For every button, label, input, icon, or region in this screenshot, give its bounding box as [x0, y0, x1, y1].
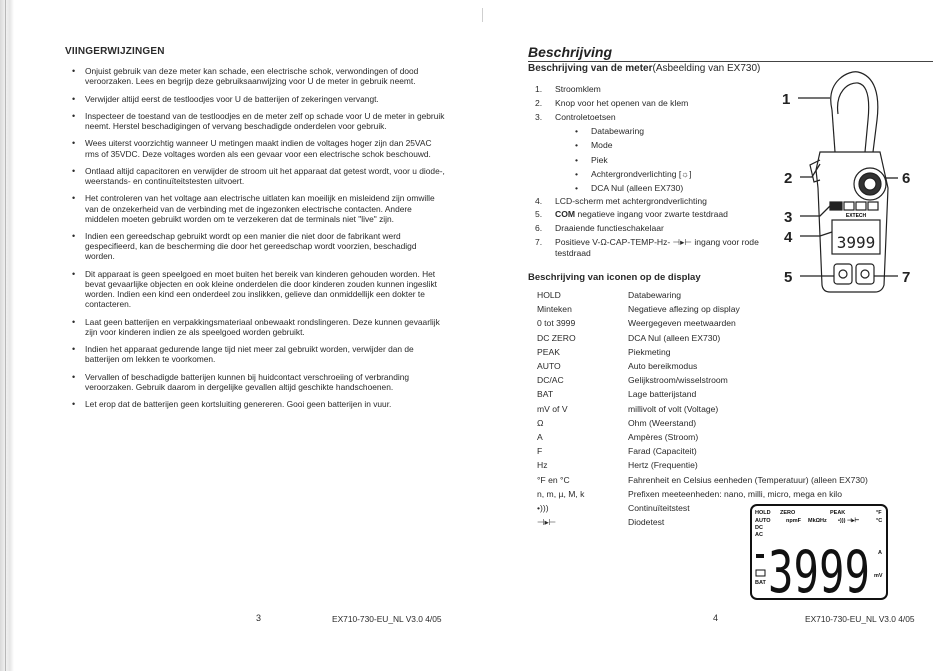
callout-1: 1 [782, 91, 791, 108]
icon-description: millivolt of volt (Voltage) [628, 403, 719, 414]
control-key-item: • Achtergrondverlichting [☼] [591, 169, 692, 179]
callout-7: 7 [902, 269, 911, 286]
part-item [535, 223, 664, 233]
warning-item: • Indien een gereedschap gebruikt wordt op een manier die niet door de fabrikant werd gespecifieerd, kan de bescherming die door het gereedschap wordt voorzien, beschadigd worden. [85, 231, 447, 262]
control-key-item: • Mode [591, 140, 613, 150]
part-number: 5. [535, 209, 543, 219]
icon-symbol: Minteken [537, 304, 572, 315]
icon-description: Diodetest [628, 517, 665, 528]
icon-description: Lage batterijstand [628, 389, 697, 400]
subtitle-normal: (Asbeelding van EX730) [652, 63, 761, 74]
lcd-minus-sign [756, 554, 764, 558]
icon-description: Farad (Capaciteit) [628, 446, 697, 457]
lcd-digits: 3999 [768, 538, 870, 600]
section-rule [528, 61, 933, 62]
icon-symbol: DC/AC [537, 375, 564, 386]
icon-description: Piekmeting [628, 346, 671, 357]
warning-item: • Onjuist gebruik van deze meter kan schade, een electrische schok, verwondingen of dood veroorzaken. Lees en begrijp deze gebruiksaanwijzing voor U de meter in gebruik neemt. [85, 66, 447, 86]
warning-item: • Laat geen batterijen en verpakkingsmateriaal onbewaakt rondslingeren. Deze kunnen gevaarlijk zijn voor kinderen indien ze als speelgoed worden gebruikt. [85, 317, 447, 337]
icon-symbol: AUTO [537, 361, 561, 371]
part-number: 4. [535, 196, 543, 206]
icon-description: Hertz (Frequentie) [628, 460, 698, 471]
control-key-item: • DCA Nul (alleen EX730) [591, 183, 683, 193]
lcd-amp: A [878, 550, 882, 556]
lcd-millivolt: mV [874, 573, 883, 579]
icon-symbol: mV of V [537, 403, 568, 414]
icon-description: Prefixen meeteenheden: nano, milli, micro, mega en kilo [628, 488, 843, 499]
lcd-ac: AC [755, 532, 763, 538]
lcd-celsius: °C [876, 518, 883, 524]
part-number: 6. [535, 223, 543, 233]
warning-item: • Ontlaad altijd capacitoren en verwijder de stroom uit het apparaat dat getest wordt, voor u diode-, weerstands- en continuïteitstesten uitvoert. [85, 166, 447, 186]
binding-shadow [0, 0, 14, 671]
lcd-hold: HOLD [755, 510, 771, 516]
icon-symbol: °F en °C [537, 474, 570, 485]
right-page [475, 0, 950, 671]
callout-6: 6 [902, 170, 911, 187]
lcd-display-illustration [750, 504, 888, 600]
meter-description-subtitle [528, 63, 760, 74]
icon-symbol: HOLD [537, 290, 561, 300]
icon-symbol: 0 tot 3999 [537, 318, 576, 329]
part-label: Draaiende functieschakelaar [555, 223, 664, 233]
part-item [535, 196, 707, 206]
lcd-bat: BAT [755, 580, 766, 586]
part-number: 1. [535, 84, 543, 94]
control-key-item: • Databewaring [591, 126, 644, 136]
icons-section-title: Beschrijving van iconen op de display [528, 272, 701, 283]
warning-item: • Let erop dat de batterijen geen kortsluiting genereren. Gooi geen batterijen in vuur. [85, 399, 447, 409]
part-bold: COM [555, 209, 576, 219]
icon-symbol: Ω [537, 417, 544, 428]
warnings-list [85, 66, 447, 416]
warning-item: • Dit apparaat is geen speelgoed en moet buiten het bereik van kinderen gehouden worden. Het bevat gevaarlijke objecten en ook kleine onderdelen die door kinderen zouden kunnen ingeslikt worden. Indien een kind een onderdeel zou inslikken, gelieve dan onmiddellijk een dokter te contacteren. [85, 269, 447, 310]
icon-description: Ampères (Stroom) [628, 432, 699, 442]
doc-code-right: EX710-730-EU_NL V3.0 4/05 [805, 614, 915, 624]
warning-item: • Verwijder altijd eerst de testloodjes voor U de batterijen of zekeringen vervangt. [85, 94, 447, 104]
icon-description: Negatieve aflezing op display [628, 304, 740, 315]
lcd-prefix-small: npmF [786, 518, 801, 524]
part-label: Knop voor het openen van de klem [555, 98, 689, 108]
part-number: 3. [535, 112, 543, 122]
lcd-dc: DC [755, 525, 763, 531]
lcd-prefix-large: MkΩHz [808, 518, 827, 524]
lcd-peak: PEAK [830, 510, 846, 516]
part-label: Controletoetsen [555, 112, 616, 122]
part-7-continued: testdraad [555, 248, 591, 258]
warnings-title: VIINGERWIJZINGEN [65, 46, 165, 57]
icon-symbol: BAT [537, 389, 554, 400]
callout-3: 3 [784, 209, 793, 226]
lcd-zero: ZERO [780, 510, 796, 516]
control-key-item: • Piek [591, 155, 608, 165]
lcd-continuity-diode: •))) ⊣▸⊢ [838, 518, 860, 524]
icon-symbol: n, m, µ, M, k [537, 488, 585, 499]
icon-symbol: ⊣▸⊢ [537, 517, 557, 528]
icon-symbol: F [537, 446, 543, 457]
part-item [535, 237, 759, 248]
page-number-left: 3 [256, 613, 262, 623]
icon-description: Gelijkstroom/wisselstroom [628, 375, 728, 386]
callout-2: 2 [784, 170, 793, 187]
part-number: 7. [535, 237, 543, 247]
meter-brand: EXTECH [845, 213, 867, 219]
icon-symbol: DC ZERO [537, 332, 576, 343]
part-number: 2. [535, 98, 543, 108]
icon-description: Databewaring [628, 290, 682, 300]
icon-description: Ohm (Weerstand) [628, 417, 697, 428]
part-label: Positieve V-Ω-CAP-TEMP-Hz- ⊣▸⊢ ingang voor rode [555, 237, 759, 247]
part-item [535, 209, 728, 219]
icon-description: DCA Nul (alleen EX730) [628, 332, 721, 343]
subtitle-bold: Beschrijving van de meter [528, 63, 653, 74]
part-label: negatieve ingang voor zwarte testdraad [575, 209, 728, 219]
icon-description: Fahrenheit en Celsius eenheden (Temperatuur) (alleen EX730) [628, 474, 868, 485]
warning-item: • Vervallen of beschadigde batterijen kunnen bij huidcontact verschroeiing of verbranding veroorzaken. Gebruik daarom in dergelijke gevallen altijd geschikte handschoenen. [85, 372, 447, 392]
icon-symbol: PEAK [537, 346, 560, 357]
icon-symbol: Hz [537, 460, 548, 471]
warning-item: • Het controleren van het voltage aan electrische uitlaten kan moeilijk en misleidend zijn omwille van de onzekerheid van de verbinding met de ingezonken electrische contacten. Andere middelen moeten gebruikt worden om te verzekeren dat de terminals niet "live" zijn. [85, 193, 447, 224]
icon-description: Auto bereikmodus [628, 361, 698, 371]
lcd-auto: AUTO [755, 518, 771, 524]
icon-description: Continuïteitstest [628, 503, 690, 513]
section-title: Beschrijving [528, 44, 613, 60]
lcd-fahrenheit: °F [876, 510, 882, 516]
page-number-right: 4 [713, 613, 719, 623]
part-item [535, 98, 688, 108]
part-label: LCD-scherm met achtergrondverlichting [555, 196, 707, 206]
clamp-meter-illustration [780, 70, 920, 300]
warning-item: • Indien het apparaat gedurende lange tijd niet meer zal gebruikt worden, verwijder dan de batterijen om lekken te voorkomen. [85, 344, 447, 364]
callout-5: 5 [784, 269, 793, 286]
icon-symbol: A [537, 432, 543, 442]
doc-code-left: EX710-730-EU_NL V3.0 4/05 [332, 614, 442, 624]
icon-description: Weergegeven meetwaarden [628, 318, 736, 329]
callout-4: 4 [784, 229, 793, 246]
part-label: Stroomklem [555, 84, 601, 94]
icon-symbol: •))) [537, 503, 549, 513]
part-item [535, 84, 601, 94]
part-item [535, 112, 616, 122]
warning-item: • Wees uiterst voorzichtig wanneer U metingen maakt indien de voltages hoger zijn dan 25VAC rms of 35VDC. Deze voltages worden als een gevaar voor een electrische schok beschouwd. [85, 138, 447, 158]
meter-display-digits: 3999 [836, 233, 876, 252]
warning-item: • Inspecteer de toestand van de testloodjes en de meter zelf op schade voor U de meter in gebruik neemt. Herstel beschadigingen of vervang beschadigde onderdelen voor gebruik. [85, 111, 447, 131]
